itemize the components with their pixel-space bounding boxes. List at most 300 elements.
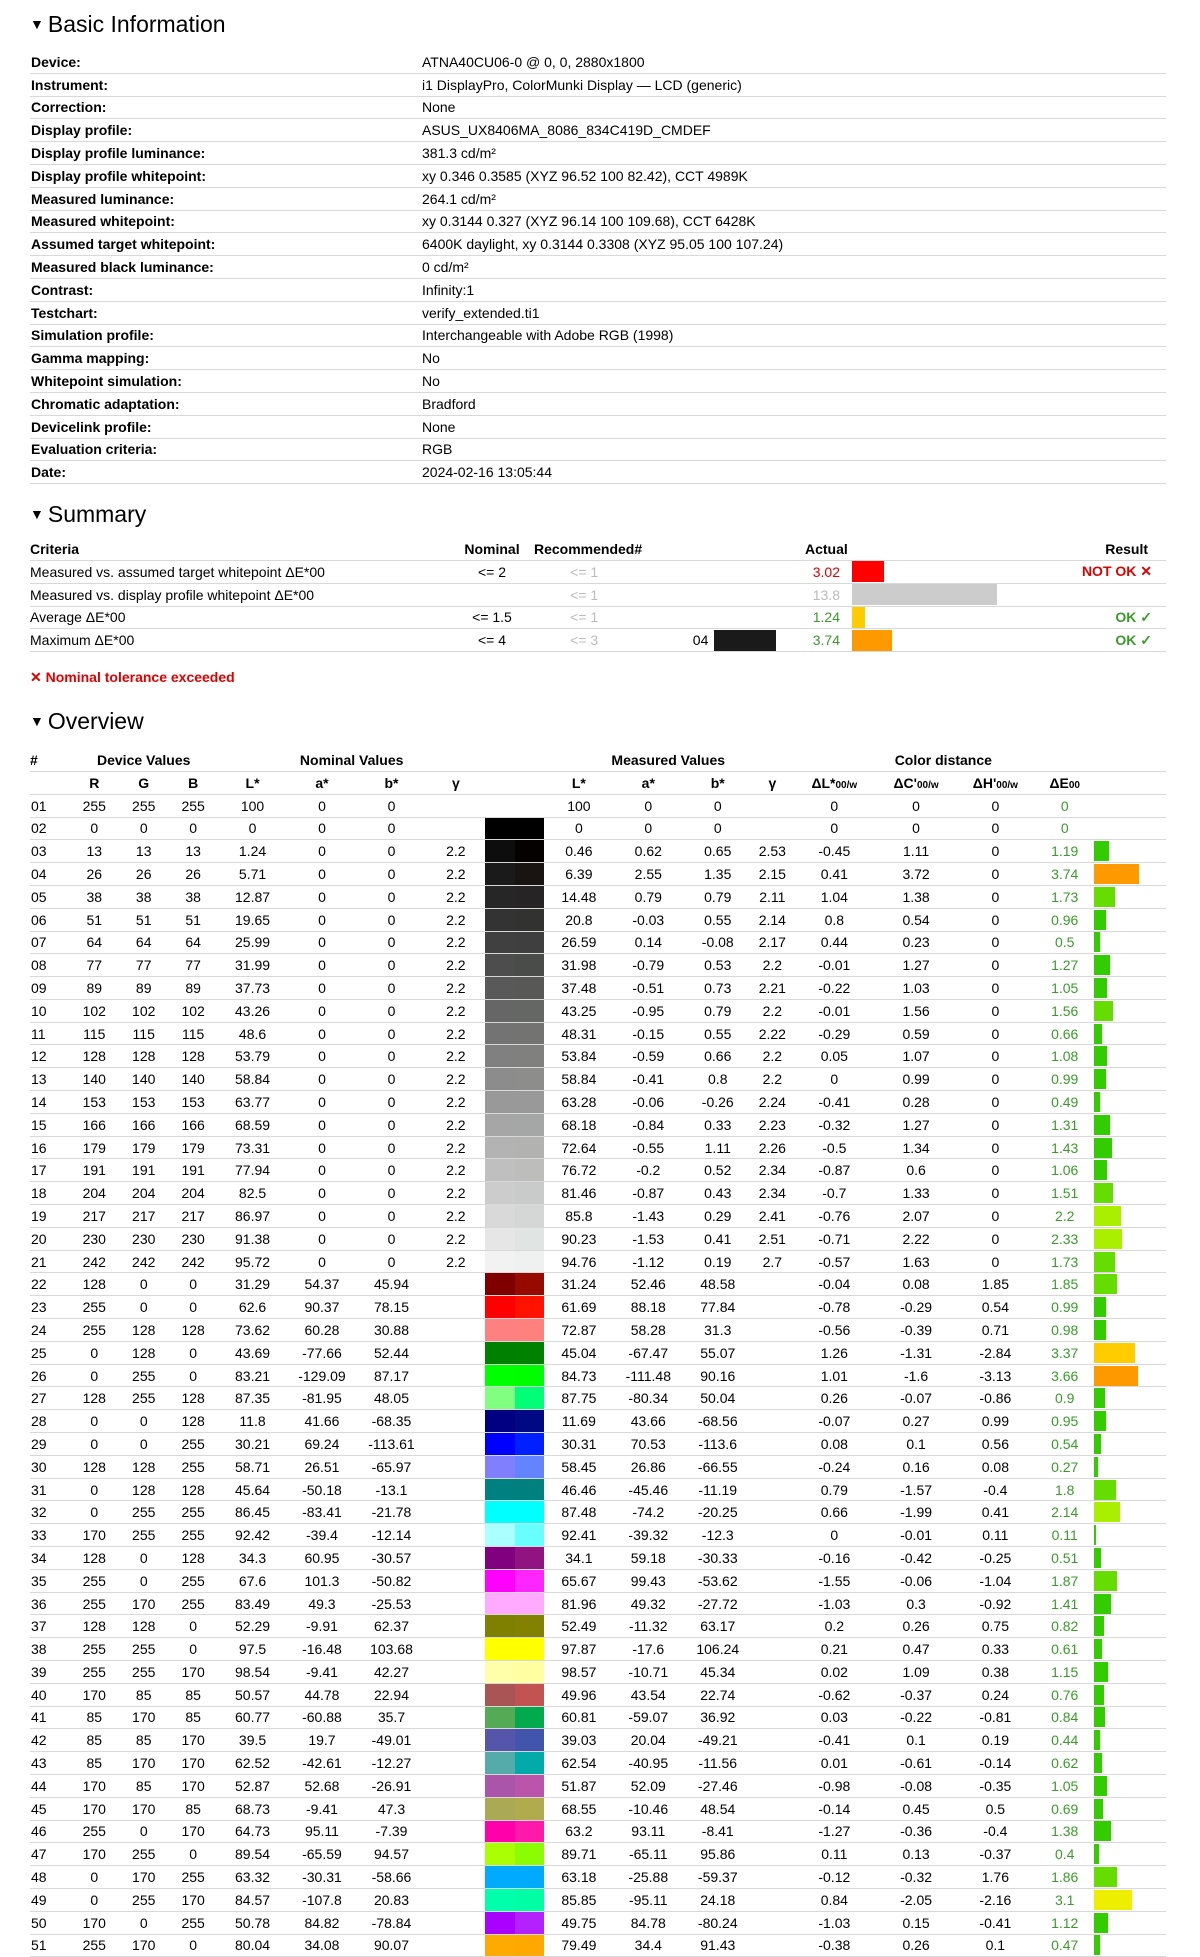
cell-nominal-a: 0 bbox=[287, 840, 357, 863]
cell-g: 230 bbox=[119, 1227, 168, 1250]
collapse-triangle-icon[interactable]: ▼ bbox=[30, 506, 44, 523]
basic-info-value: No bbox=[421, 370, 1166, 393]
ov-sub-de: ΔE00 bbox=[1035, 771, 1094, 794]
cell-measured-l: 49.96 bbox=[544, 1683, 613, 1706]
cell-g: 191 bbox=[119, 1159, 168, 1182]
cell-r: 170 bbox=[70, 1911, 119, 1934]
measured-color-swatch bbox=[515, 1547, 544, 1569]
cell-r: 242 bbox=[70, 1250, 119, 1273]
cell-measured-l: 61.69 bbox=[544, 1296, 613, 1319]
cell-dl: -0.01 bbox=[792, 954, 876, 977]
cell-nominal-gamma: 2.2 bbox=[426, 908, 485, 931]
cell-g: 85 bbox=[119, 1729, 168, 1752]
cell-measured-a: 26.86 bbox=[614, 1455, 684, 1478]
cell-r: 26 bbox=[70, 863, 119, 886]
measured-color-swatch bbox=[515, 886, 544, 908]
cell-measured-b: -11.56 bbox=[683, 1752, 752, 1775]
cell-num: 27 bbox=[30, 1387, 70, 1410]
cell-b: 64 bbox=[168, 931, 217, 954]
table-row bbox=[30, 1410, 1166, 1433]
cell-nominal-a: 60.95 bbox=[287, 1547, 357, 1570]
cell-measured-l: 6.39 bbox=[544, 863, 613, 886]
cell-num: 05 bbox=[30, 885, 70, 908]
de-bar-cell bbox=[1094, 1410, 1166, 1433]
nominal-color-swatch bbox=[485, 1114, 514, 1136]
de-bar-cell bbox=[1094, 1934, 1166, 1957]
patch-swatch bbox=[485, 1638, 544, 1661]
cell-g: 170 bbox=[119, 1797, 168, 1820]
de-bar-cell bbox=[1094, 794, 1166, 817]
summary-bar-cell bbox=[852, 560, 1042, 583]
de-bar bbox=[1094, 1229, 1122, 1249]
cell-measured-b: 0 bbox=[683, 794, 752, 817]
ov-sub-nominal-gamma: γ bbox=[426, 771, 485, 794]
cell-de: 1.38 bbox=[1035, 1820, 1094, 1843]
nominal-color-swatch bbox=[485, 1524, 514, 1546]
cell-dl: 0.01 bbox=[792, 1752, 876, 1775]
basic-info-value: Infinity:1 bbox=[421, 278, 1166, 301]
basic-info-row bbox=[30, 119, 1166, 142]
table-row bbox=[30, 1843, 1166, 1866]
summary-bar bbox=[852, 584, 997, 605]
cell-g: 13 bbox=[119, 840, 168, 863]
cell-b: 0 bbox=[168, 1341, 217, 1364]
basic-info-label: Date: bbox=[30, 461, 421, 484]
summary-result: OK ✓ bbox=[1042, 606, 1166, 629]
cell-num: 23 bbox=[30, 1296, 70, 1319]
cell-g: 0 bbox=[119, 1569, 168, 1592]
cell-dh: -0.14 bbox=[956, 1752, 1035, 1775]
cell-num: 09 bbox=[30, 977, 70, 1000]
measured-color-swatch bbox=[515, 1114, 544, 1136]
de-bar-cell bbox=[1094, 908, 1166, 931]
ov-header-measured: Measured Values bbox=[544, 749, 792, 771]
cell-measured-gamma bbox=[752, 794, 792, 817]
cell-dc: 1.07 bbox=[876, 1045, 955, 1068]
cell-num: 33 bbox=[30, 1524, 70, 1547]
cell-num: 12 bbox=[30, 1045, 70, 1068]
summary-header-recommended: Recommended bbox=[534, 538, 634, 560]
basic-info-value: 0 cd/m² bbox=[421, 256, 1166, 279]
cell-measured-b: -12.3 bbox=[683, 1524, 752, 1547]
de-bar-cell bbox=[1094, 1592, 1166, 1615]
cell-dh: 0 bbox=[956, 1182, 1035, 1205]
table-row bbox=[30, 1022, 1166, 1045]
ov-sub-dh: ΔH'00/w bbox=[956, 771, 1035, 794]
de-bar-cell bbox=[1094, 1068, 1166, 1091]
cell-b: 0 bbox=[168, 1843, 217, 1866]
cell-dc: -0.32 bbox=[876, 1866, 955, 1889]
cell-nominal-b: 87.17 bbox=[357, 1364, 427, 1387]
cell-dl: -0.41 bbox=[792, 1091, 876, 1114]
nominal-color-swatch bbox=[485, 1296, 514, 1318]
basic-info-row bbox=[30, 210, 1166, 233]
cell-b: 179 bbox=[168, 1136, 217, 1159]
cell-b: 85 bbox=[168, 1683, 217, 1706]
cell-r: 64 bbox=[70, 931, 119, 954]
basic-info-value: i1 DisplayPro, ColorMunki Display — LCD (generic) bbox=[421, 73, 1166, 96]
cell-nominal-a: 60.28 bbox=[287, 1319, 357, 1342]
cell-b: 102 bbox=[168, 999, 217, 1022]
cell-b: 89 bbox=[168, 977, 217, 1000]
summary-criteria: Measured vs. display profile whitepoint ΔE*00 bbox=[30, 583, 450, 606]
cell-dc: 0.13 bbox=[876, 1843, 955, 1866]
cell-g: 140 bbox=[119, 1068, 168, 1091]
cell-nominal-a: -77.66 bbox=[287, 1341, 357, 1364]
table-row bbox=[30, 1068, 1166, 1091]
cell-g: 77 bbox=[119, 954, 168, 977]
cell-g: 85 bbox=[119, 1774, 168, 1797]
cell-measured-b: 48.58 bbox=[683, 1273, 752, 1296]
cell-nominal-a: 0 bbox=[287, 863, 357, 886]
cell-de: 1.05 bbox=[1035, 977, 1094, 1000]
cell-dl: 0 bbox=[792, 817, 876, 840]
summary-patch-swatch bbox=[714, 560, 800, 583]
ov-header-bar bbox=[1094, 749, 1166, 771]
cell-measured-l: 85.85 bbox=[544, 1888, 613, 1911]
summary-bar bbox=[852, 607, 865, 628]
cell-b: 0 bbox=[168, 1638, 217, 1661]
cell-measured-l: 11.69 bbox=[544, 1410, 613, 1433]
basic-info-value: 2024-02-16 13:05:44 bbox=[421, 461, 1166, 484]
cell-measured-l: 94.76 bbox=[544, 1250, 613, 1273]
cell-de: 3.74 bbox=[1035, 863, 1094, 886]
cell-measured-a: 84.78 bbox=[614, 1911, 684, 1934]
cell-nominal-gamma bbox=[426, 1729, 485, 1752]
summary-actual: 13.8 bbox=[800, 583, 852, 606]
cell-measured-b: -30.33 bbox=[683, 1547, 752, 1570]
summary-header-bar bbox=[852, 538, 1042, 560]
cell-measured-gamma bbox=[752, 1911, 792, 1934]
cell-r: 170 bbox=[70, 1683, 119, 1706]
cell-measured-b: 90.16 bbox=[683, 1364, 752, 1387]
patch-swatch bbox=[485, 1478, 544, 1501]
cell-b: 191 bbox=[168, 1159, 217, 1182]
cell-g: 128 bbox=[119, 1615, 168, 1638]
cell-nominal-a: 84.82 bbox=[287, 1911, 357, 1934]
patch-swatch bbox=[485, 1524, 544, 1547]
overview-heading[interactable] bbox=[30, 703, 1170, 739]
cell-nominal-a: 0 bbox=[287, 1045, 357, 1068]
cell-measured-b: 50.04 bbox=[683, 1387, 752, 1410]
measured-color-swatch bbox=[515, 1661, 544, 1683]
de-bar-cell bbox=[1094, 1045, 1166, 1068]
cell-nominal-b: -113.61 bbox=[357, 1433, 427, 1456]
overview-table bbox=[30, 749, 1166, 1957]
nominal-color-swatch bbox=[485, 1729, 514, 1751]
cell-measured-l: 68.18 bbox=[544, 1113, 613, 1136]
cell-dc: 0.54 bbox=[876, 908, 955, 931]
cell-de: 0.4 bbox=[1035, 1843, 1094, 1866]
de-bar bbox=[1094, 1502, 1120, 1522]
de-bar-cell bbox=[1094, 1478, 1166, 1501]
cell-measured-b: 0.43 bbox=[683, 1182, 752, 1205]
summary-actual: 1.24 bbox=[800, 606, 852, 629]
cell-de: 1.15 bbox=[1035, 1661, 1094, 1684]
cell-nominal-a: 49.3 bbox=[287, 1592, 357, 1615]
cell-nominal-l: 83.21 bbox=[218, 1364, 287, 1387]
cell-nominal-l: 5.71 bbox=[218, 863, 287, 886]
cell-measured-l: 31.24 bbox=[544, 1273, 613, 1296]
cell-de: 0.62 bbox=[1035, 1752, 1094, 1775]
basic-info-row bbox=[30, 96, 1166, 119]
cell-dh: 0 bbox=[956, 1250, 1035, 1273]
de-bar bbox=[1094, 978, 1107, 998]
cell-dc: -1.57 bbox=[876, 1478, 955, 1501]
de-bar bbox=[1094, 1160, 1107, 1180]
cell-nominal-a: -16.48 bbox=[287, 1638, 357, 1661]
cell-dc: 0.08 bbox=[876, 1273, 955, 1296]
patch-swatch bbox=[485, 1501, 544, 1524]
cell-measured-a: -0.15 bbox=[614, 1022, 684, 1045]
cell-measured-a: -0.59 bbox=[614, 1045, 684, 1068]
de-bar bbox=[1094, 1024, 1102, 1044]
cell-num: 36 bbox=[30, 1592, 70, 1615]
cell-nominal-gamma: 2.2 bbox=[426, 1205, 485, 1228]
cell-measured-a: -1.43 bbox=[614, 1205, 684, 1228]
measured-color-swatch bbox=[515, 1684, 544, 1706]
summary-heading[interactable] bbox=[30, 496, 1170, 532]
measured-color-swatch bbox=[515, 1137, 544, 1159]
cell-measured-b: -66.55 bbox=[683, 1455, 752, 1478]
cell-de: 1.06 bbox=[1035, 1159, 1094, 1182]
cell-g: 170 bbox=[119, 1934, 168, 1957]
cell-g: 0 bbox=[119, 1296, 168, 1319]
cell-measured-l: 60.81 bbox=[544, 1706, 613, 1729]
cell-dc: -0.07 bbox=[876, 1387, 955, 1410]
de-bar bbox=[1094, 1252, 1115, 1272]
cell-dh: 0 bbox=[956, 1091, 1035, 1114]
cell-nominal-gamma bbox=[426, 1661, 485, 1684]
cell-num: 25 bbox=[30, 1341, 70, 1364]
cell-measured-l: 0.46 bbox=[544, 840, 613, 863]
de-bar bbox=[1094, 1616, 1104, 1636]
cell-nominal-gamma bbox=[426, 1433, 485, 1456]
cell-b: 170 bbox=[168, 1820, 217, 1843]
nominal-color-swatch bbox=[485, 795, 514, 817]
cell-nominal-l: 73.62 bbox=[218, 1319, 287, 1342]
cell-dc: 0.99 bbox=[876, 1068, 955, 1091]
cell-nominal-b: -49.01 bbox=[357, 1729, 427, 1752]
collapse-triangle-icon[interactable]: ▼ bbox=[30, 16, 44, 32]
de-bar bbox=[1094, 1753, 1101, 1773]
de-bar-cell bbox=[1094, 1706, 1166, 1729]
cell-num: 28 bbox=[30, 1410, 70, 1433]
cell-measured-l: 39.03 bbox=[544, 1729, 613, 1752]
ov-sub-nominal-a: a* bbox=[287, 771, 357, 794]
cell-measured-l: 84.73 bbox=[544, 1364, 613, 1387]
cell-nominal-b: 94.57 bbox=[357, 1843, 427, 1866]
patch-swatch bbox=[485, 1227, 544, 1250]
summary-header-patch bbox=[714, 538, 800, 560]
nominal-color-swatch bbox=[485, 1342, 514, 1364]
cell-g: 255 bbox=[119, 1661, 168, 1684]
cell-nominal-gamma: 2.2 bbox=[426, 1159, 485, 1182]
cell-dl: 0.08 bbox=[792, 1433, 876, 1456]
cell-nominal-l: 73.31 bbox=[218, 1136, 287, 1159]
cell-nominal-a: 0 bbox=[287, 908, 357, 931]
cell-dh: 0 bbox=[956, 999, 1035, 1022]
nominal-color-swatch bbox=[485, 1843, 514, 1865]
measured-color-swatch bbox=[515, 1615, 544, 1637]
basic-info-heading[interactable] bbox=[30, 6, 1170, 42]
cell-measured-a: -11.32 bbox=[614, 1615, 684, 1638]
collapse-triangle-icon[interactable]: ▼ bbox=[30, 713, 44, 730]
cell-nominal-gamma bbox=[426, 1364, 485, 1387]
cell-measured-b: 106.24 bbox=[683, 1638, 752, 1661]
patch-swatch bbox=[485, 1683, 544, 1706]
cell-dh: 0 bbox=[956, 840, 1035, 863]
cell-dh: 0.5 bbox=[956, 1797, 1035, 1820]
cell-nominal-l: 63.32 bbox=[218, 1866, 287, 1889]
measured-color-swatch bbox=[515, 1045, 544, 1067]
cell-nominal-gamma bbox=[426, 817, 485, 840]
basic-info-value: xy 0.3144 0.327 (XYZ 96.14 100 109.68), CCT 6428K bbox=[421, 210, 1166, 233]
cell-de: 0.66 bbox=[1035, 1022, 1094, 1045]
summary-patch-number bbox=[634, 560, 714, 583]
cell-r: 230 bbox=[70, 1227, 119, 1250]
cell-measured-gamma bbox=[752, 817, 792, 840]
cell-num: 14 bbox=[30, 1091, 70, 1114]
cell-measured-l: 26.59 bbox=[544, 931, 613, 954]
cell-dh: -2.16 bbox=[956, 1888, 1035, 1911]
de-bar bbox=[1094, 1206, 1120, 1226]
cell-nominal-a: -65.59 bbox=[287, 1843, 357, 1866]
cell-dl: -1.03 bbox=[792, 1592, 876, 1615]
nominal-color-swatch bbox=[485, 1182, 514, 1204]
nominal-color-swatch bbox=[485, 1479, 514, 1501]
cell-measured-l: 68.55 bbox=[544, 1797, 613, 1820]
cell-measured-b: -27.46 bbox=[683, 1774, 752, 1797]
cell-g: 170 bbox=[119, 1592, 168, 1615]
cell-measured-gamma: 2.23 bbox=[752, 1113, 792, 1136]
cell-de: 0.11 bbox=[1035, 1524, 1094, 1547]
cell-dh: 0 bbox=[956, 1113, 1035, 1136]
cell-b: 128 bbox=[168, 1478, 217, 1501]
nominal-color-swatch bbox=[485, 1159, 514, 1181]
cell-g: 51 bbox=[119, 908, 168, 931]
cell-measured-gamma: 2.7 bbox=[752, 1250, 792, 1273]
cell-g: 0 bbox=[119, 1911, 168, 1934]
de-bar bbox=[1094, 1776, 1107, 1796]
cell-dc: 1.34 bbox=[876, 1136, 955, 1159]
basic-info-label: Whitepoint simulation: bbox=[30, 370, 421, 393]
cell-dh: -0.4 bbox=[956, 1478, 1035, 1501]
cell-nominal-b: 0 bbox=[357, 840, 427, 863]
cell-de: 1.87 bbox=[1035, 1569, 1094, 1592]
cell-dh: -0.25 bbox=[956, 1547, 1035, 1570]
cell-de: 1.73 bbox=[1035, 1250, 1094, 1273]
cell-nominal-a: -30.31 bbox=[287, 1866, 357, 1889]
cell-nominal-l: 11.8 bbox=[218, 1410, 287, 1433]
cell-measured-l: 62.54 bbox=[544, 1752, 613, 1775]
cell-dl: 0.11 bbox=[792, 1843, 876, 1866]
cell-num: 31 bbox=[30, 1478, 70, 1501]
table-row bbox=[30, 1661, 1166, 1684]
cell-num: 50 bbox=[30, 1911, 70, 1934]
cell-measured-gamma: 2.17 bbox=[752, 931, 792, 954]
cell-nominal-gamma bbox=[426, 1706, 485, 1729]
de-bar-cell bbox=[1094, 1797, 1166, 1820]
cell-dc: 0.15 bbox=[876, 1911, 955, 1934]
table-row bbox=[30, 885, 1166, 908]
cell-r: 255 bbox=[70, 1296, 119, 1319]
cell-nominal-gamma bbox=[426, 1615, 485, 1638]
cell-nominal-a: 0 bbox=[287, 1182, 357, 1205]
cell-nominal-b: -65.97 bbox=[357, 1455, 427, 1478]
measured-color-swatch bbox=[515, 1843, 544, 1865]
cell-measured-a: 52.46 bbox=[614, 1273, 684, 1296]
de-bar-cell bbox=[1094, 1273, 1166, 1296]
cell-measured-b: -8.41 bbox=[683, 1820, 752, 1843]
cell-g: 255 bbox=[119, 794, 168, 817]
cell-measured-b: 0.79 bbox=[683, 999, 752, 1022]
cell-dl: 0.21 bbox=[792, 1638, 876, 1661]
de-bar bbox=[1094, 1366, 1138, 1386]
cell-measured-l: 65.67 bbox=[544, 1569, 613, 1592]
cell-measured-gamma bbox=[752, 1729, 792, 1752]
cell-dc: 0.3 bbox=[876, 1592, 955, 1615]
de-bar-cell bbox=[1094, 1227, 1166, 1250]
cell-measured-a: 58.28 bbox=[614, 1319, 684, 1342]
cell-dc: 1.56 bbox=[876, 999, 955, 1022]
nominal-color-swatch bbox=[485, 1501, 514, 1523]
cell-nominal-a: 0 bbox=[287, 954, 357, 977]
cell-measured-gamma bbox=[752, 1843, 792, 1866]
cell-dc: -0.22 bbox=[876, 1706, 955, 1729]
cell-nominal-l: 34.3 bbox=[218, 1547, 287, 1570]
cell-measured-b: 24.18 bbox=[683, 1888, 752, 1911]
cell-measured-gamma: 2.14 bbox=[752, 908, 792, 931]
patch-swatch bbox=[485, 931, 544, 954]
cell-dl: -0.62 bbox=[792, 1683, 876, 1706]
patch-swatch bbox=[485, 977, 544, 1000]
cell-nominal-a: 90.37 bbox=[287, 1296, 357, 1319]
cell-measured-l: 92.41 bbox=[544, 1524, 613, 1547]
cell-dh: -0.86 bbox=[956, 1387, 1035, 1410]
cell-dc: 0.28 bbox=[876, 1091, 955, 1114]
cell-dl: 0.41 bbox=[792, 863, 876, 886]
cell-measured-b: 48.54 bbox=[683, 1797, 752, 1820]
de-bar-cell bbox=[1094, 1182, 1166, 1205]
basic-info-value: 6400K daylight, xy 0.3144 0.3308 (XYZ 95.05 100 107.24) bbox=[421, 233, 1166, 256]
de-bar bbox=[1094, 1320, 1106, 1340]
cell-de: 2.2 bbox=[1035, 1205, 1094, 1228]
patch-swatch bbox=[485, 794, 544, 817]
patch-swatch bbox=[485, 1843, 544, 1866]
basic-info-row bbox=[30, 461, 1166, 484]
cell-measured-a: -0.95 bbox=[614, 999, 684, 1022]
cell-dl: -0.01 bbox=[792, 999, 876, 1022]
summary-recommended: <= 1 bbox=[534, 560, 634, 583]
cell-nominal-b: 0 bbox=[357, 908, 427, 931]
cell-r: 170 bbox=[70, 1524, 119, 1547]
patch-swatch bbox=[485, 1774, 544, 1797]
cell-nominal-a: -81.95 bbox=[287, 1387, 357, 1410]
cell-g: 255 bbox=[119, 1501, 168, 1524]
cell-num: 48 bbox=[30, 1866, 70, 1889]
measured-color-swatch bbox=[515, 1912, 544, 1934]
table-row bbox=[30, 908, 1166, 931]
cell-g: 170 bbox=[119, 1866, 168, 1889]
cell-g: 0 bbox=[119, 817, 168, 840]
de-bar bbox=[1094, 1480, 1116, 1500]
cell-g: 179 bbox=[119, 1136, 168, 1159]
cell-measured-gamma: 2.2 bbox=[752, 954, 792, 977]
nominal-color-swatch bbox=[485, 1228, 514, 1250]
cell-de: 1.8 bbox=[1035, 1478, 1094, 1501]
ov-sub-nominal-l: L* bbox=[218, 771, 287, 794]
